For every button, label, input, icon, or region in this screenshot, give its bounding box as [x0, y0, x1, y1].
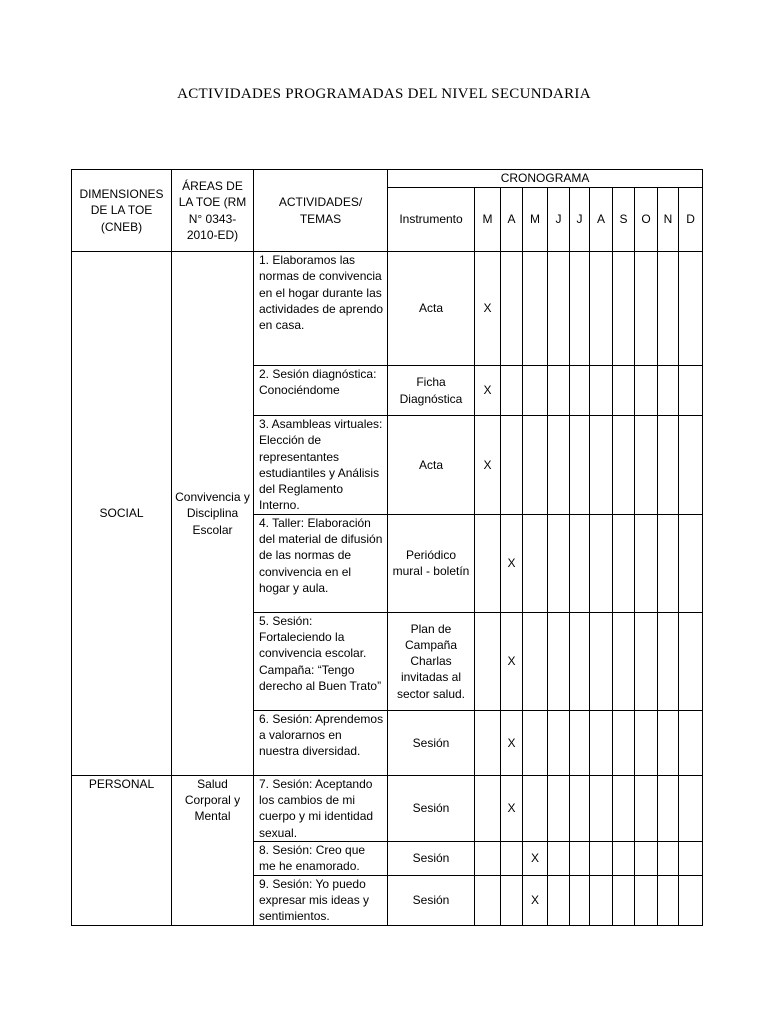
- schedule-cell: [613, 710, 635, 775]
- schedule-cell: [523, 416, 548, 515]
- schedule-cell: [613, 841, 635, 875]
- schedule-cell: [613, 366, 635, 416]
- schedule-cell: [679, 514, 703, 612]
- schedule-cell: [548, 710, 570, 775]
- schedule-cell: [635, 252, 658, 366]
- schedule-cell: [570, 775, 590, 841]
- schedule-cell: [548, 514, 570, 612]
- activity-cell: 7. Sesión: Aceptando los cambios de mi cuerpo y mi identidad sexual.: [254, 775, 388, 841]
- schedule-mark: X: [475, 416, 501, 515]
- header-actividades: ACTIVIDADES/ TEMAS: [254, 170, 388, 252]
- schedule-cell: [635, 366, 658, 416]
- schedule-cell: [590, 841, 613, 875]
- header-month-4: J: [570, 188, 590, 252]
- area-cell: Salud Corporal y Mental: [172, 775, 254, 925]
- schedule-cell: [658, 775, 679, 841]
- schedule-cell: [523, 252, 548, 366]
- schedule-cell: [635, 875, 658, 925]
- table-row: [72, 252, 703, 366]
- schedule-cell: [613, 514, 635, 612]
- schedule-cell: [590, 366, 613, 416]
- activity-cell: 2. Sesión diagnóstica: Conociéndome: [254, 366, 388, 416]
- schedule-cell: [548, 366, 570, 416]
- schedule-mark: X: [475, 252, 501, 366]
- area-cell: Convivencia y Disciplina Escolar: [172, 252, 254, 776]
- dimension-cell: SOCIAL: [72, 252, 172, 776]
- schedule-cell: [475, 514, 501, 612]
- instrument-cell: Sesión: [388, 841, 475, 875]
- header-month-5: A: [590, 188, 613, 252]
- header-month-1: A: [501, 188, 523, 252]
- schedule-cell: [523, 514, 548, 612]
- schedule-cell: [590, 710, 613, 775]
- instrument-cell: Acta: [388, 416, 475, 515]
- header-areas: ÁREAS DE LA TOE (RM N° 0343-2010-ED): [172, 170, 254, 252]
- table-row: [72, 775, 703, 841]
- schedule-cell: [570, 612, 590, 710]
- schedule-cell: [679, 710, 703, 775]
- schedule-cell: [613, 416, 635, 515]
- header-instrumento: Instrumento: [388, 188, 475, 252]
- activity-cell: 8. Sesión: Creo que me he enamorado.: [254, 841, 388, 875]
- schedule-cell: [590, 775, 613, 841]
- schedule-cell: [613, 252, 635, 366]
- schedule-cell: [590, 416, 613, 515]
- schedule-cell: [658, 710, 679, 775]
- activity-cell: 3. Asambleas virtuales: Elección de representantes estudiantiles y Análisis del Reglamento Interno.: [254, 416, 388, 515]
- schedule-cell: [679, 416, 703, 515]
- schedule-cell: [570, 710, 590, 775]
- schedule-cell: [501, 252, 523, 366]
- instrument-cell: Periódico mural - boletín: [388, 514, 475, 612]
- schedule-mark: X: [523, 875, 548, 925]
- schedule-mark: X: [501, 710, 523, 775]
- schedule-cell: [570, 514, 590, 612]
- schedule-cell: [548, 612, 570, 710]
- schedule-cell: [658, 612, 679, 710]
- schedule-cell: [590, 514, 613, 612]
- instrument-cell: Plan de Campaña Charlas invitadas al sector salud.: [388, 612, 475, 710]
- schedule-cell: [523, 775, 548, 841]
- activities-table: [71, 169, 703, 926]
- schedule-cell: [613, 775, 635, 841]
- schedule-cell: [523, 612, 548, 710]
- header-month-8: N: [658, 188, 679, 252]
- schedule-cell: [501, 416, 523, 515]
- instrument-cell: Sesión: [388, 875, 475, 925]
- schedule-cell: [570, 875, 590, 925]
- activity-cell: 9. Sesión: Yo puedo expresar mis ideas y sentimientos.: [254, 875, 388, 925]
- instrument-cell: Acta: [388, 252, 475, 366]
- header-month-0: M: [475, 188, 501, 252]
- schedule-cell: [570, 252, 590, 366]
- activity-cell: 1. Elaboramos las normas de convivencia en el hogar durante las actividades de aprendo en casa.: [254, 252, 388, 366]
- schedule-cell: [501, 875, 523, 925]
- activity-cell: 6. Sesión: Aprendemos a valorarnos en nuestra diversidad.: [254, 710, 388, 775]
- header-month-7: O: [635, 188, 658, 252]
- schedule-mark: X: [501, 775, 523, 841]
- instrument-cell: Ficha Diagnóstica: [388, 366, 475, 416]
- header-cronograma: CRONOGRAMA: [388, 170, 703, 188]
- header-month-9: D: [679, 188, 703, 252]
- schedule-cell: [570, 366, 590, 416]
- schedule-cell: [475, 612, 501, 710]
- schedule-cell: [679, 252, 703, 366]
- activity-cell: 5. Sesión: Fortaleciendo la convivencia escolar. Campaña: “Tengo derecho al Buen Trato”: [254, 612, 388, 710]
- schedule-cell: [635, 514, 658, 612]
- header-month-6: S: [613, 188, 635, 252]
- schedule-cell: [658, 366, 679, 416]
- schedule-cell: [635, 612, 658, 710]
- schedule-cell: [613, 612, 635, 710]
- schedule-cell: [635, 710, 658, 775]
- schedule-cell: [523, 710, 548, 775]
- schedule-cell: [548, 416, 570, 515]
- header-dimensiones: DIMENSIONES DE LA TOE (CNEB): [72, 170, 172, 252]
- schedule-cell: [679, 841, 703, 875]
- schedule-cell: [523, 366, 548, 416]
- schedule-cell: [501, 841, 523, 875]
- schedule-cell: [590, 612, 613, 710]
- instrument-cell: Sesión: [388, 775, 475, 841]
- schedule-cell: [679, 875, 703, 925]
- schedule-cell: [658, 514, 679, 612]
- schedule-cell: [590, 875, 613, 925]
- schedule-cell: [635, 416, 658, 515]
- schedule-mark: X: [523, 841, 548, 875]
- schedule-cell: [501, 366, 523, 416]
- schedule-mark: X: [501, 612, 523, 710]
- schedule-cell: [475, 875, 501, 925]
- schedule-cell: [679, 775, 703, 841]
- page-title: ACTIVIDADES PROGRAMADAS DEL NIVEL SECUNDARIA: [177, 86, 591, 102]
- schedule-cell: [548, 875, 570, 925]
- header-month-3: J: [548, 188, 570, 252]
- schedule-cell: [548, 841, 570, 875]
- schedule-cell: [570, 841, 590, 875]
- table-body: [72, 252, 703, 926]
- schedule-cell: [635, 841, 658, 875]
- schedule-cell: [658, 841, 679, 875]
- schedule-cell: [475, 841, 501, 875]
- schedule-cell: [475, 775, 501, 841]
- schedule-cell: [679, 366, 703, 416]
- schedule-cell: [548, 252, 570, 366]
- instrument-cell: Sesión: [388, 710, 475, 775]
- activity-cell: 4. Taller: Elaboración del material de difusión de las normas de convivencia en el hogar y aula.: [254, 514, 388, 612]
- schedule-mark: X: [475, 366, 501, 416]
- schedule-cell: [475, 710, 501, 775]
- schedule-cell: [679, 612, 703, 710]
- schedule-cell: [570, 416, 590, 515]
- schedule-cell: [658, 416, 679, 515]
- dimension-cell: PERSONAL: [72, 775, 172, 925]
- schedule-cell: [548, 775, 570, 841]
- schedule-mark: X: [501, 514, 523, 612]
- schedule-cell: [658, 875, 679, 925]
- schedule-cell: [590, 252, 613, 366]
- schedule-cell: [658, 252, 679, 366]
- header-month-2: M: [523, 188, 548, 252]
- schedule-cell: [613, 875, 635, 925]
- schedule-cell: [635, 775, 658, 841]
